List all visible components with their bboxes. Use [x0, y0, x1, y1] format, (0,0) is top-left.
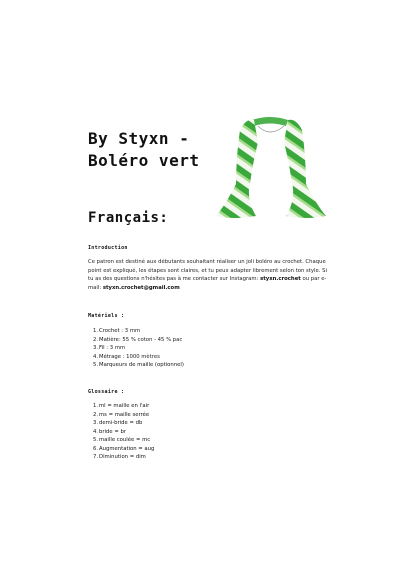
list-item	[88, 436, 154, 445]
list-item-value: : 55 % coton - 45 % pac	[118, 336, 183, 343]
list-item-text: ms = maille serrée	[99, 411, 150, 418]
list-item-number: 2.	[93, 411, 99, 418]
instagram-handle: styxn.crochet	[260, 276, 301, 282]
list-item-text: maille coulée = mc	[99, 437, 151, 443]
introduction-heading: Introduction	[88, 245, 128, 251]
email-address: styxn.crochet@gmail.com	[102, 284, 180, 291]
email-prefix: ou par e-mail:	[88, 276, 327, 291]
materials-list	[88, 327, 184, 370]
list-item-number: 3.	[93, 420, 99, 426]
list-item	[88, 336, 184, 345]
list-item-number: 5.	[93, 437, 99, 443]
list-item	[88, 428, 154, 437]
list-item	[88, 419, 154, 428]
list-item	[88, 353, 184, 362]
list-item	[88, 344, 184, 353]
list-item-label: Fil	[99, 345, 105, 351]
list-item	[88, 411, 154, 420]
list-item-number: 5.	[93, 362, 99, 368]
introduction-body: Ce patron est destiné aux débutants souhaitant réaliser un joli boléro au crochet. Chaque point est expliqué, les étapes sont claires, et tu peux adapter librement selon ton style. Si tu as des questions n'hésites pas à me contacter sur Instagram:	[88, 259, 327, 282]
bolero-illustration-image	[212, 112, 330, 222]
introduction-text	[88, 258, 328, 292]
list-item	[88, 361, 184, 370]
list-item-value: : 3 mm	[104, 345, 126, 351]
list-item-value: : 1000 mètres	[120, 353, 160, 360]
list-item	[88, 445, 154, 454]
list-item-number: 1.	[93, 328, 99, 334]
list-item-text: Diminution = dim	[99, 454, 146, 460]
list-item-label: Matière	[99, 336, 119, 343]
glossary-list	[88, 402, 154, 462]
list-item-number: 2.	[93, 336, 99, 343]
list-item	[88, 327, 184, 336]
list-item-number: 4.	[93, 428, 99, 435]
list-item-number: 6.	[93, 445, 99, 452]
list-item-label: Métrage	[99, 353, 121, 360]
language-heading: Français:	[88, 210, 169, 226]
list-item-number: 4.	[93, 353, 99, 360]
list-item-number: 3.	[93, 345, 99, 351]
list-item-text: Augmentation = aug	[99, 445, 155, 452]
title-line-1: By Styxn -	[88, 129, 190, 148]
list-item-text: demi-bride = db	[99, 420, 143, 426]
glossary-heading: Glossaire :	[88, 389, 125, 395]
list-item-label: Crochet	[99, 328, 120, 334]
list-item-value: : 3 mm	[119, 328, 141, 334]
list-item-number: 7.	[93, 454, 99, 460]
list-item-text: bride = br	[99, 428, 126, 435]
list-item	[88, 453, 154, 462]
page-title	[88, 128, 199, 172]
list-item-label: Marqueurs de maille (optionnel)	[99, 362, 184, 368]
list-item-number: 1.	[93, 403, 99, 409]
materials-heading: Matériels :	[88, 313, 125, 319]
list-item	[88, 402, 154, 411]
title-line-2: Boléro vert	[88, 151, 200, 170]
list-item-text: ml = maille en l'air	[99, 403, 150, 409]
